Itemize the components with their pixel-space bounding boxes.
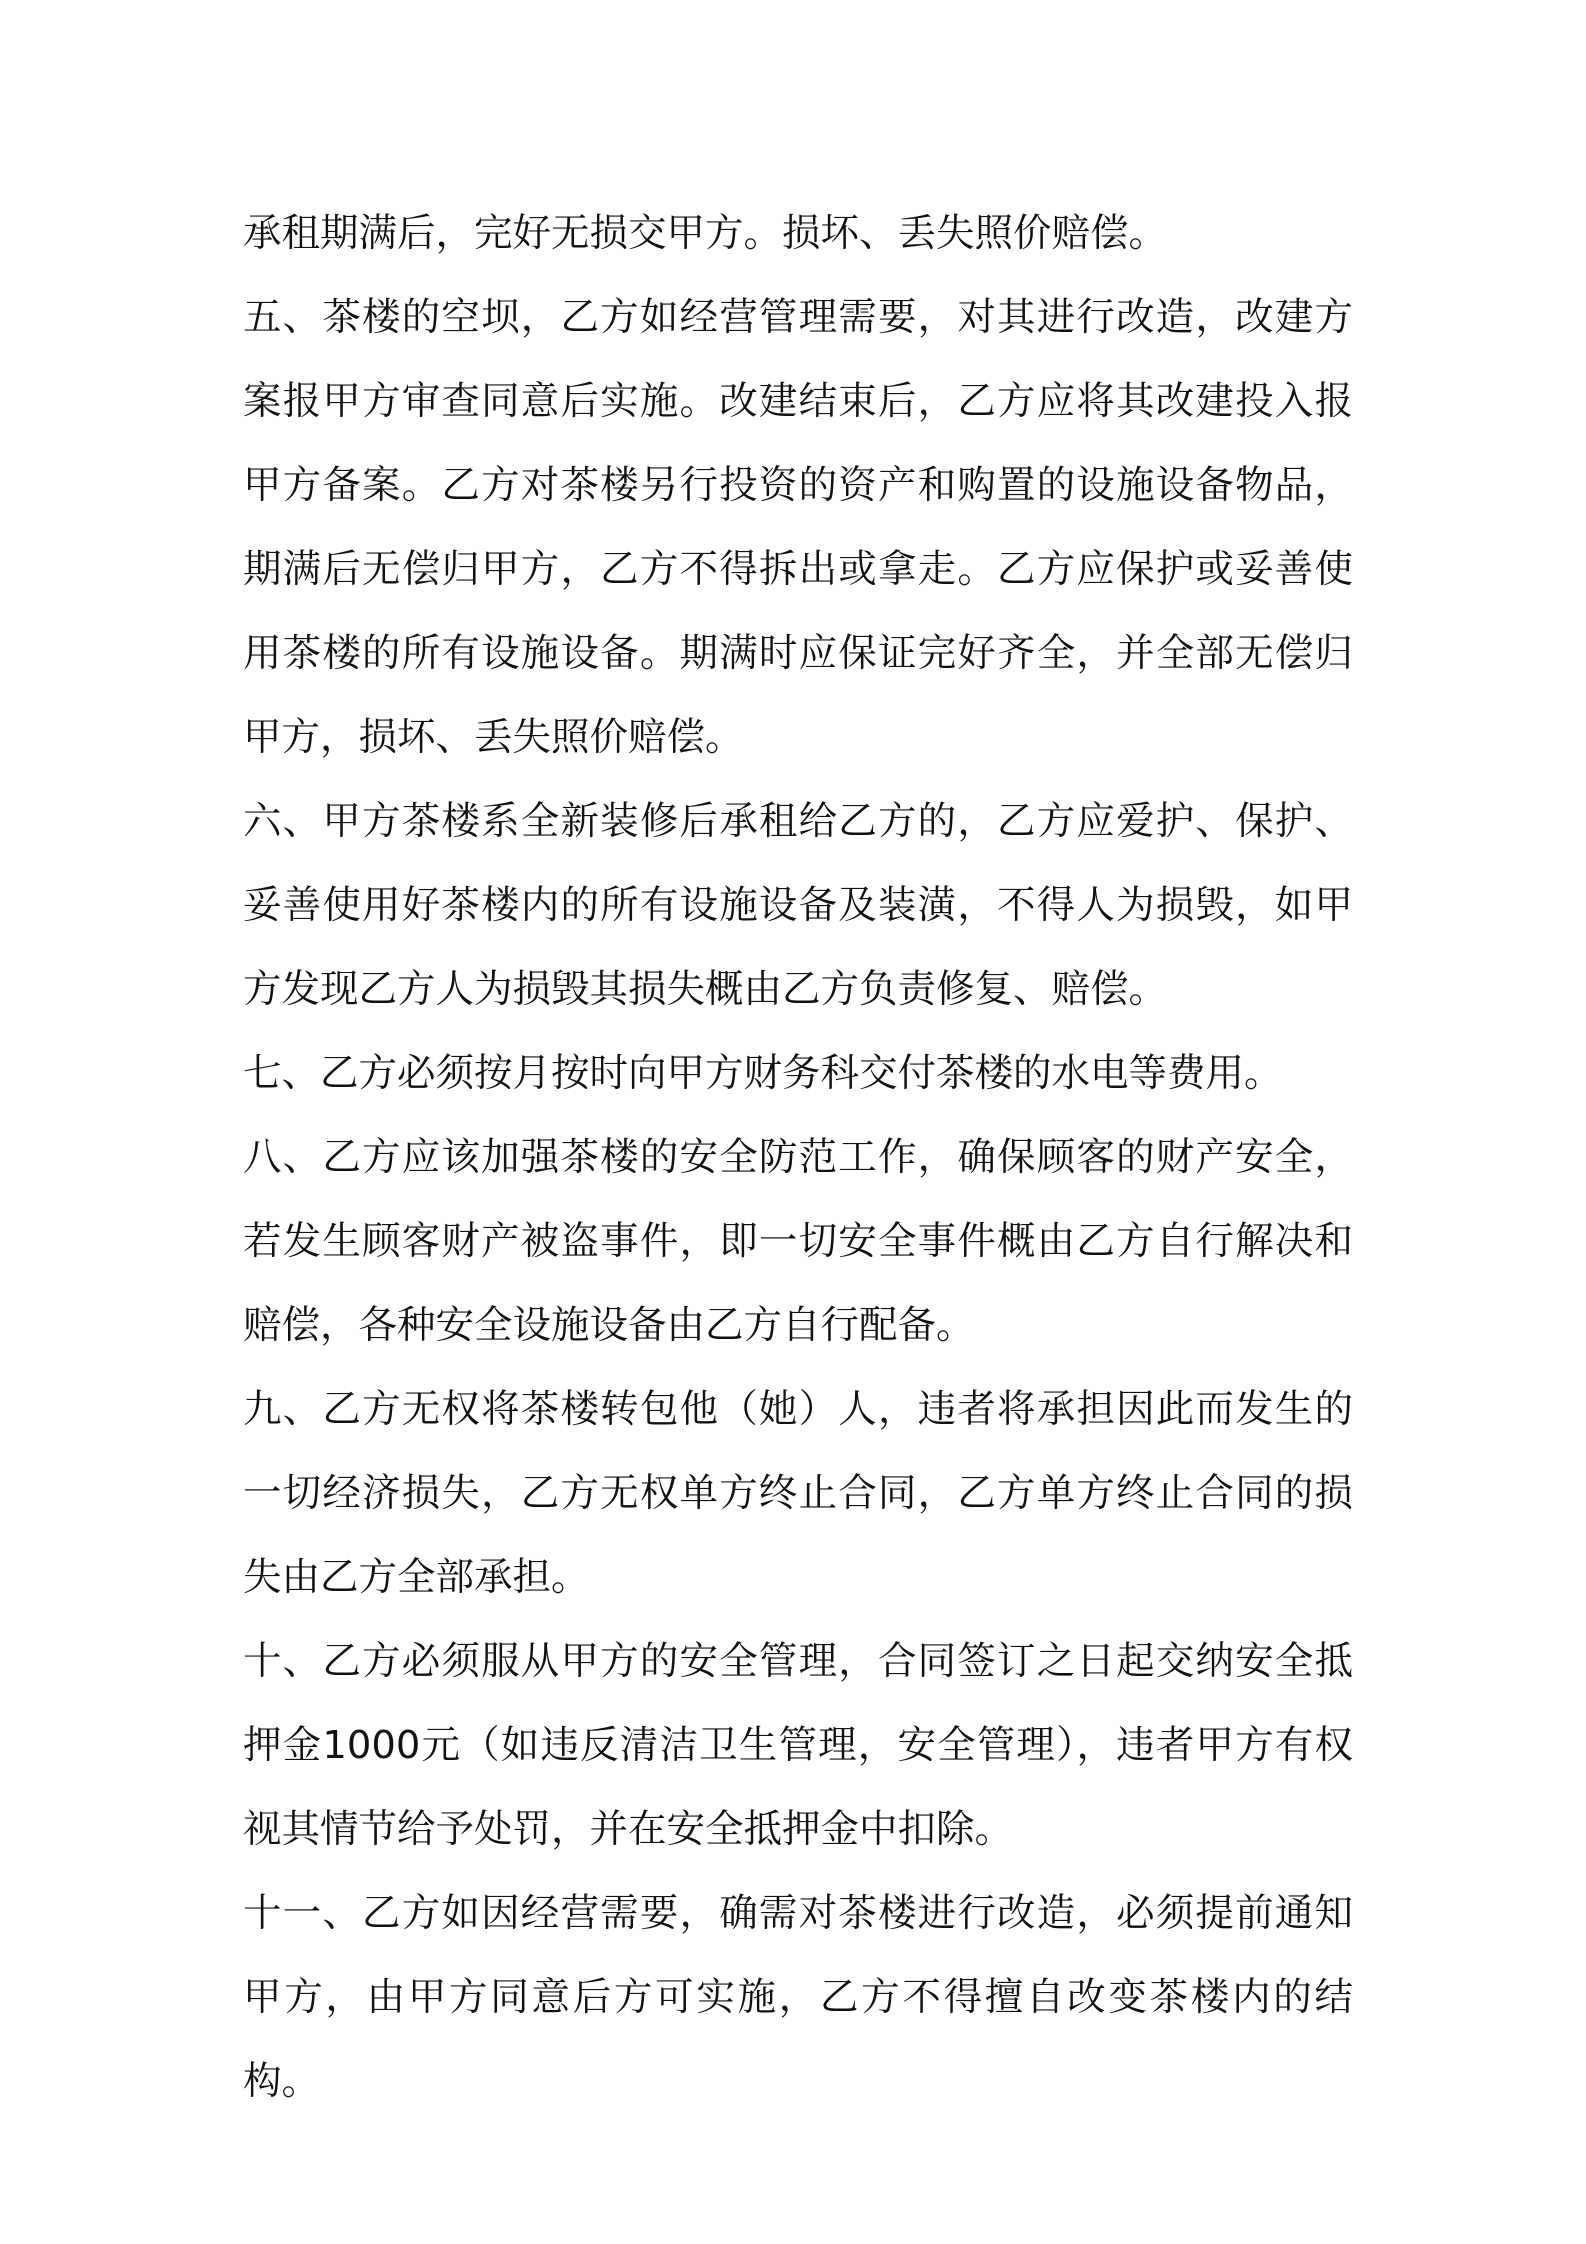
clause-7: 七、乙方必须按月按时向甲方财务科交付茶楼的水电等费用。	[243, 1051, 1283, 1096]
clause-9: 九、乙方无权将茶楼转包他（她）人，违者将承担因此而发生的一切经济损失，乙方无权单方终止合同，乙方单方终止合同的损失由乙方全部承担。	[243, 1387, 1353, 1600]
clause-11: 十一、乙方如因经营需要，确需对茶楼进行改造，必须提前通知甲方，由甲方同意后方可实施，乙方不得擅自改变茶楼内的结构。	[243, 1891, 1353, 2104]
clause-8: 八、乙方应该加强茶楼的安全防范工作，确保顾客的财产安全，若发生顾客财产被盗事件，即一切安全事件概由乙方自行解决和赔偿，各种安全设施设备由乙方自行配备。	[243, 1135, 1353, 1348]
clause-5: 五、茶楼的空坝，乙方如经营管理需要，对其进行改造，改建方案报甲方审查同意后实施。改建结束后，乙方应将其改建投入报甲方备案。乙方对茶楼另行投资的资产和购置的设施设备物品，期满后无偿归甲方，乙方不得拆出或拿走。乙方应保护或妥善使用茶楼的所有设施设备。期满时应保证完好齐全，并全部无偿归甲方，损坏、丢失照价赔偿。	[243, 295, 1353, 760]
clause-10: 十、乙方必须服从甲方的安全管理，合同签订之日起交纳安全抵押金1000元（如违反清洁卫生管理，安全管理），违者甲方有权视其情节给予处罚，并在安全抵押金中扣除。	[243, 1639, 1353, 1852]
clause-6: 六、甲方茶楼系全新装修后承租给乙方的，乙方应爱护、保护、妥善使用好茶楼内的所有设施设备及装潢，不得人为损毁，如甲方发现乙方人为损毁其损失概由乙方负责修复、赔偿。	[243, 799, 1353, 1012]
paragraph-continuation: 承租期满后，完好无损交甲方。损坏、丢失照价赔偿。	[243, 211, 1168, 256]
contract-body	[243, 192, 1353, 2124]
